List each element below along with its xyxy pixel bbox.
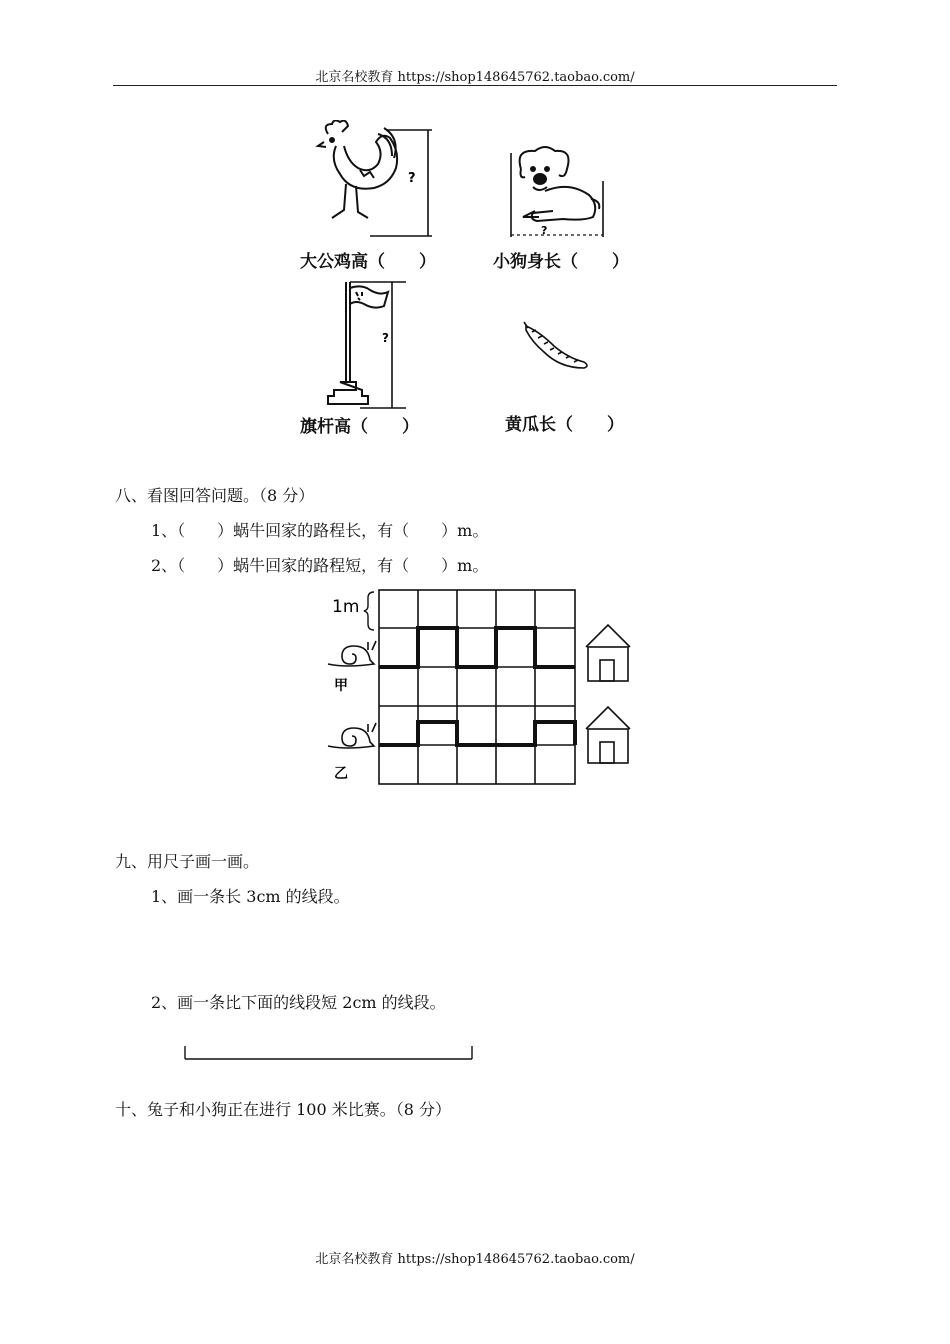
- rooster-question-mark: ?: [408, 171, 416, 186]
- page-header: 北京名校教育 https://shop148645762.taobao.com/: [315, 70, 635, 85]
- section8-question-2: 2、（ ）蜗牛回家的路程短，有（ ）m。: [151, 556, 489, 575]
- snail-path-diagram: [322, 584, 640, 786]
- scale-brace: [364, 592, 374, 630]
- snail-b-route: [379, 722, 575, 745]
- snail-b-icon: [328, 723, 376, 748]
- rooster-caption: 大公鸡高（ ）: [300, 252, 436, 272]
- dog-question-mark: ?: [541, 224, 548, 237]
- rooster-figure: [300, 120, 440, 242]
- reference-segment: [182, 1044, 476, 1062]
- section9-question-2: 2、画一条比下面的线段短 2cm 的线段。: [151, 993, 446, 1012]
- flagpole-question-mark: ?: [382, 331, 389, 345]
- flagpole-figure: [320, 278, 406, 412]
- dog-figure: [505, 145, 611, 243]
- dog-caption: 小狗身长（ ）: [493, 252, 629, 272]
- cucumber-caption: 黄瓜长（ ）: [505, 415, 624, 435]
- snail-a-route: [379, 628, 575, 667]
- section8-title: 八、看图回答问题。（8 分）: [115, 486, 315, 505]
- grid: [379, 590, 575, 784]
- flagpole-caption: 旗杆高（ ）: [300, 417, 419, 437]
- snail-b-label: 乙: [334, 766, 348, 782]
- snail-a-label: 甲: [334, 678, 348, 694]
- section9-question-1: 1、画一条长 3cm 的线段。: [151, 887, 350, 906]
- scale-label: 1m: [332, 597, 360, 617]
- snail-a-icon: [328, 641, 376, 666]
- section8-question-1: 1、（ ）蜗牛回家的路程长，有（ ）m。: [151, 521, 489, 540]
- page-footer: 北京名校教育 https://shop148645762.taobao.com/: [315, 1252, 635, 1267]
- house-a-icon: [586, 625, 630, 681]
- header-rule: [113, 85, 837, 86]
- section10-title: 十、兔子和小狗正在进行 100 米比赛。（8 分）: [115, 1100, 451, 1119]
- section9-title: 九、用尺子画一画。: [115, 852, 260, 871]
- house-b-icon: [586, 707, 630, 763]
- cucumber-figure: [520, 318, 592, 370]
